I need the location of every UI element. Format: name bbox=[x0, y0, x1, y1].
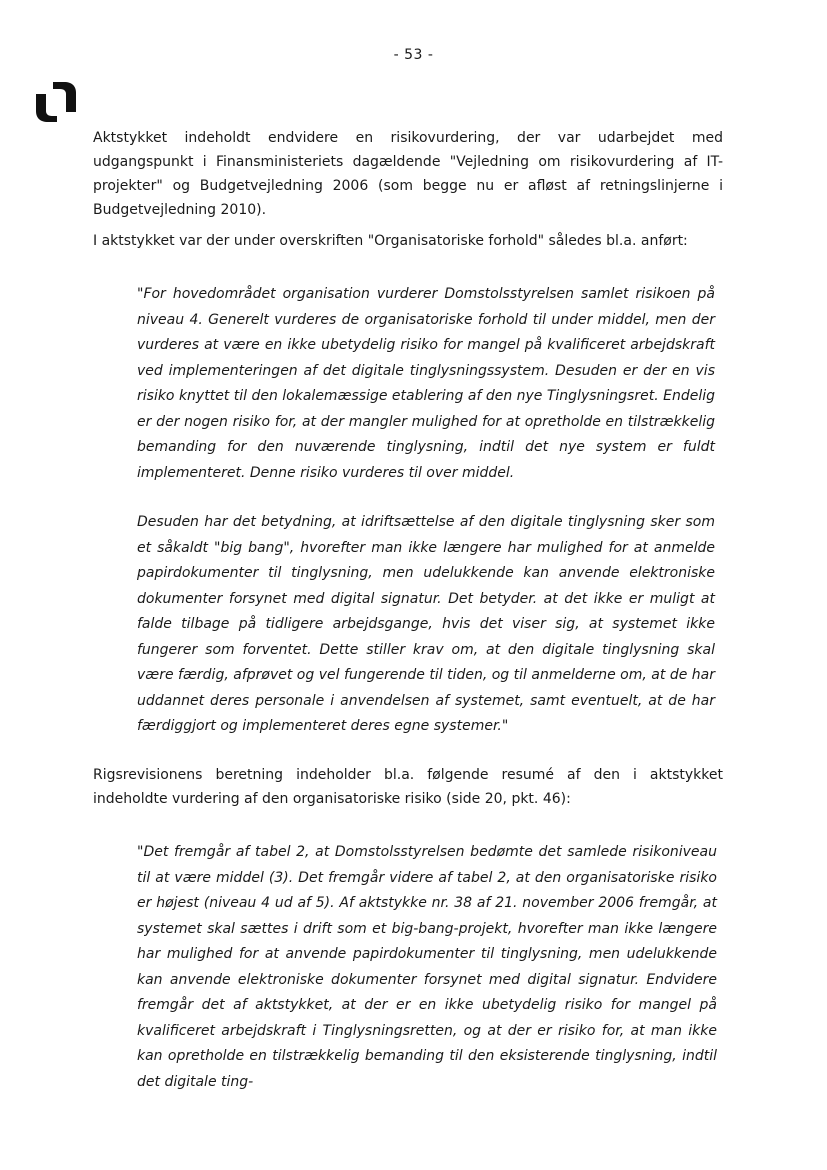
quote-big-bang: Desuden har det betydning, at idriftsættelse af den digitale tinglysning sker som et såkaldt "big bang", hvorefter man ikke længere har mulighed for at anmelde papirdokumenter til tinglysning, men udelukkende kan anvende elektroniske dokumenter forsynet med digital signatur. Det betyder. at det ikke er muligt at falde tilbage på tidligere arbejdsgange, hvis det viser sig, at systemet ikke fungerer som forventet. Dette stiller krav om, at den digitale tinglysning skal være færdig, afprøvet og vel fungerende til tiden, og til anmelderne om, at de har uddannet deres personale i anvendelsen af systemet, samt eventuelt, at de har færdiggjort og implementeret deres egne systemer." bbox=[137, 514, 715, 734]
quote-rigsrevisionen-summary: "Det fremgår af tabel 2, at Domstolsstyrelsen bedømte det samlede risikoniveau til at være middel (3). Det fremgår videre af tabel 2, at den organisatoriske risiko er højest (niveau 4 ud af 5). Af aktstykke nr. 38 af 21. november 2006 fremgår, at systemet skal sættes i drift som et big-bang-projekt, hvorefter man ikke længere har mulighed for at anvende papirdokumenter til tinglysning, men udelukkende kan anvende elektroniske dokumenter forsynet med digital signatur. Endvidere fremgår det af aktstykket, at der er en ikke ubetydelig risiko for mangel på kvalificeret arbejdskraft i Tinglysningsretten, og at der er risiko for, at man ikke kan opretholde en tilstrækkelig bemanding til den eksisterende tinglysning, indtil det digitale ting- bbox=[137, 844, 717, 1090]
page-number: - 53 - bbox=[393, 47, 434, 63]
institution-logo-icon bbox=[34, 82, 78, 122]
paragraph-lead-in: I aktstykket var der under overskriften "Organisatoriske forhold" således bl.a. anført: bbox=[93, 233, 688, 249]
quote-organisation-risk: "For hovedområdet organisation vurderer Domstolsstyrelsen samlet risikoen på niveau 4. Generelt vurderes de organisatoriske forhold til under middel, men der vurderes at være en ikke ubetydelig risiko for mangel på kvalificeret arbejdskraft ved implementeringen af det digitale tinglysningssystem. Desuden er der en vis risiko knyttet til den lokalemæssige etablering af den nye Tinglysningsret. Endelig er der nogen risiko for, at der mangler mulighed for at opretholde en tilstrækkelig bemanding for den nuværende tinglysning, indtil det nye system er fuldt implementeret. Denne risiko vurderes til over middel. bbox=[137, 286, 715, 481]
paragraph-rigsrevisionen: Rigsrevisionens beretning indeholder bl.a. følgende resumé af den i aktstykket indeholdte vurdering af den organisatoriske risiko (side 20, pkt. 46): bbox=[93, 767, 723, 807]
paragraph-intro: Aktstykket indeholdt endvidere en risikovurdering, der var udarbejdet med udgangspunkt i Finansministeriets dagældende "Vejledning om risikovurdering af IT-projekter" og Budgetvejledning 2006 (som begge nu er afløst af retningslinjerne i Budgetvejledning 2010). bbox=[93, 130, 723, 218]
